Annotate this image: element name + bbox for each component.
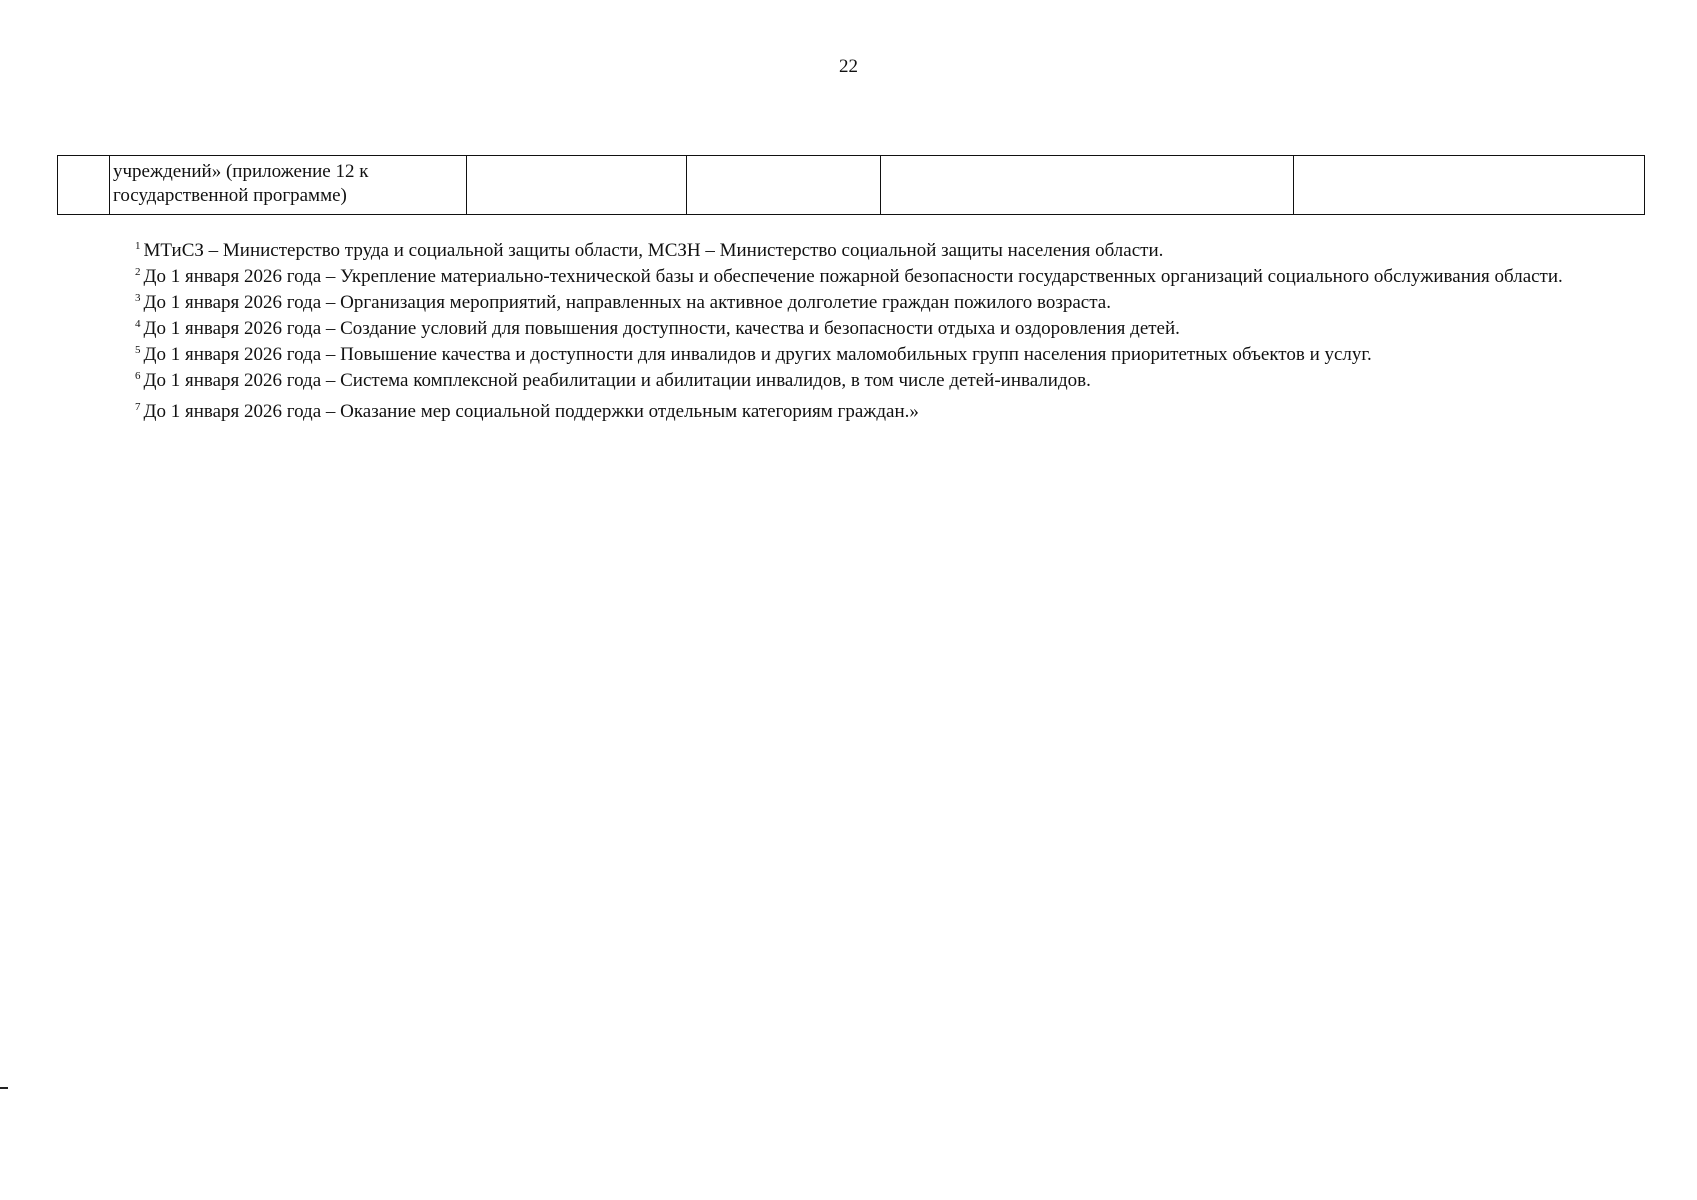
table-row [58, 156, 1645, 215]
footnote [57, 399, 1644, 425]
footnote-text: До 1 января 2026 года – Оказание мер социальной поддержки отдельным категориям граждан.» [143, 401, 919, 422]
table-cell [881, 156, 1294, 215]
footnote-mark: 5 [135, 344, 141, 356]
footnote [57, 316, 1644, 342]
footnote-text: До 1 января 2026 года – Организация мероприятий, направленных на активное долголетие граждан пожилого возраста. [143, 292, 1111, 313]
table-cell [687, 156, 881, 215]
footnote-mark: 3 [135, 292, 141, 304]
page-number: 22 [839, 56, 858, 77]
footnote-text: До 1 января 2026 года – Повышение качества и доступности для инвалидов и других маломобильных групп населения приоритетных объектов и услуг. [143, 344, 1372, 365]
footnote-mark: 4 [135, 318, 141, 330]
table-cell-number [58, 156, 110, 215]
footnote [57, 290, 1644, 316]
footnote [57, 368, 1644, 394]
footnote-mark: 7 [135, 401, 141, 413]
footnote-mark: 1 [135, 240, 141, 252]
footnote-text: До 1 января 2026 года – Укрепление материально-технической базы и обеспечение пожарной безопасности государственных организаций социального обслуживания области. [143, 266, 1563, 287]
footnote-mark: 6 [135, 370, 141, 382]
footnote-text: До 1 января 2026 года – Создание условий для повышения доступности, качества и безопасности отдыха и оздоровления детей. [143, 318, 1180, 339]
table-cell-name: учреждений» (приложение 12 к государственной программе) [110, 156, 467, 215]
footnote-mark: 2 [135, 266, 141, 278]
footnote [57, 264, 1644, 290]
footnote [57, 342, 1644, 368]
scan-edge-mark [0, 1087, 8, 1089]
footnote-text: До 1 января 2026 года – Система комплексной реабилитации и абилитации инвалидов, в том числе детей-инвалидов. [143, 370, 1091, 391]
footnote [57, 238, 1644, 264]
table-cell [467, 156, 687, 215]
continuation-table [57, 155, 1645, 215]
footnote-text: МТиСЗ – Министерство труда и социальной защиты области, МСЗН – Министерство социальной защиты населения области. [143, 240, 1164, 261]
footnotes [57, 238, 1644, 425]
table-cell [1294, 156, 1645, 215]
